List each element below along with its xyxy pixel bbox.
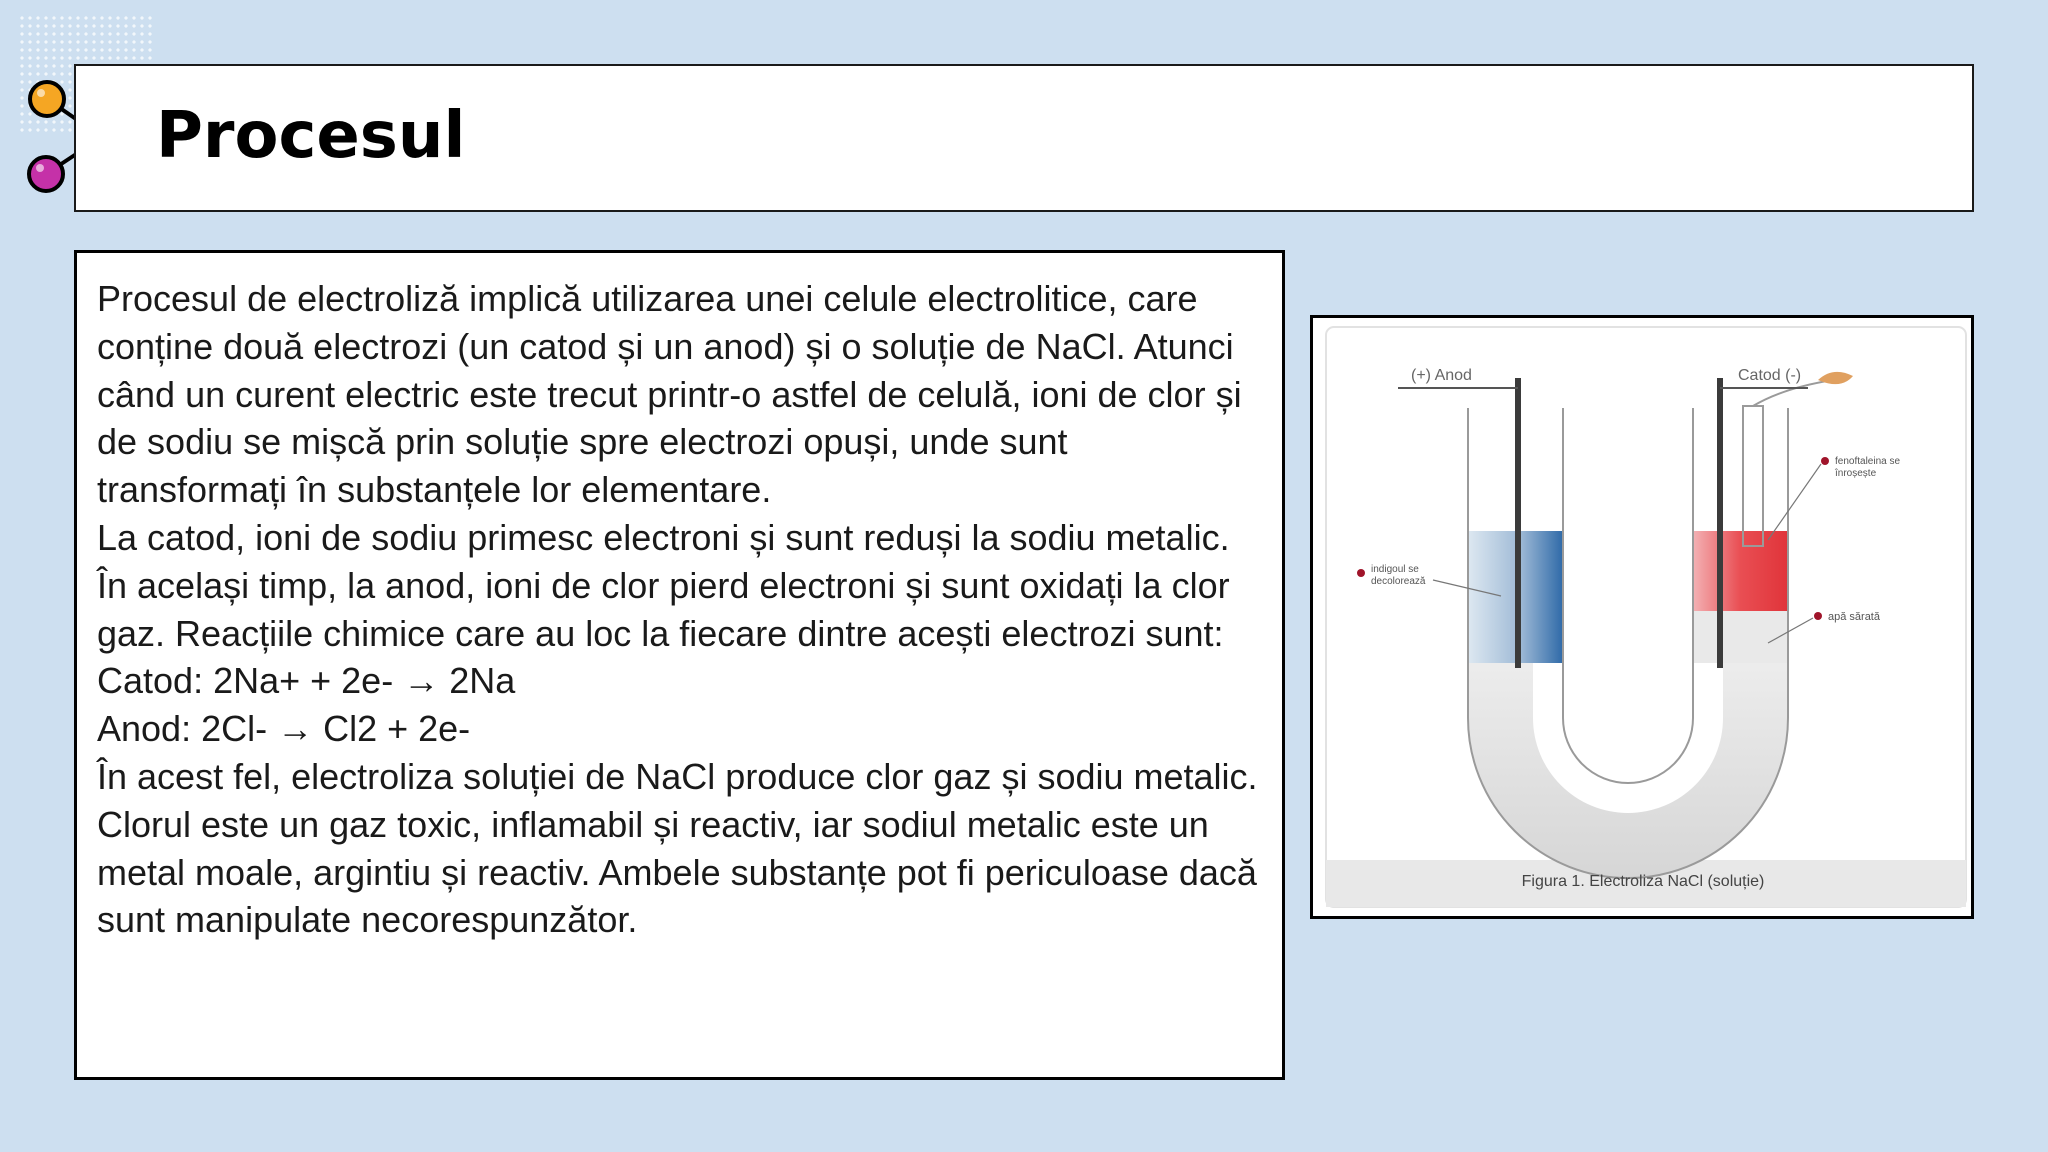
phenolphthalein-solution	[1693, 531, 1788, 611]
anode-electrode	[1515, 378, 1521, 668]
slide-title: Procesul	[156, 99, 466, 173]
figure-frame	[1310, 315, 1974, 919]
marker-dot	[1357, 569, 1365, 577]
cathode-label: Catod (-)	[1738, 367, 1802, 384]
cathode-equation: Catod: 2Na+ + 2e- → 2Na	[97, 660, 516, 702]
molecule-node-magenta	[29, 157, 63, 191]
molecule-highlight	[36, 164, 44, 172]
electrolysis-diagram	[1313, 318, 1971, 916]
figure-caption: Figura 1. Electroliza NaCl (soluție)	[1521, 873, 1765, 890]
indigo-label-line2: decolorează	[1371, 576, 1426, 587]
saltwater-label: apă sărată	[1828, 611, 1880, 623]
marker-dot	[1821, 457, 1829, 465]
molecule-highlight	[37, 89, 45, 97]
marker-dot	[1814, 612, 1822, 620]
indigo-label-line1: indigoul se	[1371, 564, 1419, 575]
phenol-label-line1: fenoftaleina se	[1835, 456, 1901, 467]
paragraph-conclusion: În acest fel, electroliza soluției de NaCl produce clor gaz și sodiu metalic. Clorul este un gaz toxic, inflamabil și reactiv, iar sodiul metalic este un metal moale, argintiu și reactiv. Ambele substanțe pot fi periculoase dacă sunt manipulate necorespunzător.	[97, 755, 1258, 941]
molecule-node-yellow	[30, 82, 64, 116]
paragraph-intro: Procesul de electroliză implică utilizarea unei celule electrolitice, care conține două electrozi (un catod și un anod) și o soluție de NaCl. Atunci când un curent electric este trecut printr-o astfel de celulă, ioni de clor și de sodiu se mișcă prin soluție spre electrozi opuși, unde sunt transformați în substanțele lor elementare.	[97, 278, 1242, 511]
body-text-box	[74, 250, 1285, 1080]
anode-label: (+) Anod	[1411, 367, 1472, 384]
phenol-label-line2: înroșește	[1835, 468, 1877, 479]
paragraph-reactions-intro: La catod, ioni de sodiu primesc electroni și sunt reduși la sodiu metalic. În același timp, la anod, ioni de clor pierd electroni și sunt oxidați la clor gaz. Reacțiile chimice care au loc la fiecare dintre acești electrozi sunt:	[97, 516, 1230, 654]
anode-equation: Anod: 2Cl- → Cl2 + 2e-	[97, 708, 471, 750]
cathode-electrode	[1717, 378, 1723, 668]
salt-water-column	[1693, 611, 1788, 663]
